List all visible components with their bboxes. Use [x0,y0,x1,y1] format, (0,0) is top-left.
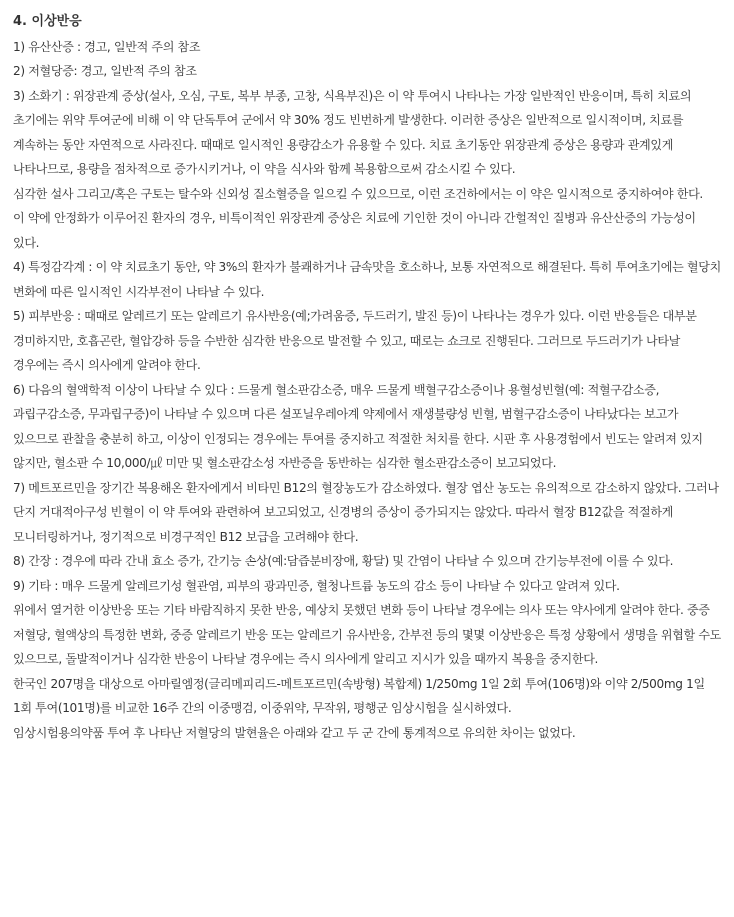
section-title: 4. 이상반응 [13,14,82,29]
paragraph-hypoglycemia: 2) 저혈당증: 경고, 일반적 주의 참조 [13,64,197,78]
paragraph-report-to-doctor: 위에서 열거한 이상반응 또는 기타 바람직하지 못한 반응, 예상치 못했던 변화 등이 나타날 경우에는 의사 또는 약사에게 알려야 한다. 중증 저혈당, 혈액상의 특정한 변화, 중증 알레르기 반응 또는 알레르기 유사반응, 간부전 등의 몇몇 이상반응은 특정 상황에서 생명을 위협할 수도 있으므로, 돌발적이거나 심각한 반응이 나타날 경우에는 즉시 의사에게 알리고 지시가 있을 때까지 복용을 중지한다. [13,603,722,666]
paragraph-severe-diarrhea: 심각한 설사 그리고/혹은 구토는 탈수와 신외성 질소혈증을 일으킬 수 있으므로, 이런 조건하에서는 이 약은 일시적으로 중지하여야 한다. [13,186,703,201]
paragraph-special-senses: 4) 특정감각계 : 이 약 치료초기 동안, 약 3%의 환자가 불쾌하거나 금속맛을 호소하나, 보통 자연적으로 해결된다. 특히 투여초기에는 혈당치 변화에 따른 일시적인 시각부전이 나타날 수 있다. [13,260,721,299]
paragraph-hematologic: 6) 다음의 혈액학적 이상이 나타날 수 있다 : 드물게 혈소판감소증, 매우 드물게 백혈구감소증이나 용혈성빈혈(예: 적혈구감소증, 과립구감소증, 무과립구증)이 나타날 수 있으며 다른 설포닐우레아계 약제에서 재생불량성 빈혈, 범혈구감소증이 나타났다는 보고가 있으므로 관찰을 충분히 하고, 이상이 인정되는 경우에는 투여를 중지하고 적절한 처치를 한다. 시판 후 사용경험에서 빈도는 알려져 있지 않지만, 혈소판 수 10,000/㎕ 미만 및 혈소판감소성 자반증을 동반하는 심각한 혈소판감소증이 보고되었다. [13,382,703,470]
paragraph-hypoglycemia-incidence: 임상시험용의약품 투여 후 나타난 저혈당의 발현율은 아래와 같고 두 군 간에 통계적으로 유의한 차이는 없었다. [13,725,576,740]
paragraph-lactic-acidosis: 1) 유산산증 : 경고, 일반적 주의 참조 [13,39,201,54]
paragraph-vitamin-b12: 7) 메트포르민을 장기간 복용해온 환자에게서 비타민 B12의 혈장농도가 감소하였다. 혈장 엽산 농도는 유의적으로 감소하지 않았다. 그러나 단지 거대적아구성 빈혈이 이 약 투여와 관련하여 보고되었고, 신경병의 증상이 증가되지는 않았다. 따라서 혈장 B12값을 적절하게 모니터링하거나, 정기적으로 비경구적인 B12 보급을 고려해야 한다. [13,480,719,544]
paragraph-clinical-trial: 한국인 207명을 대상으로 아마릴엠정(글리메피리드-메트포르민(속방형) 복합제) 1/250mg 1일 2회 투여(106명)와 이약 2/500mg 1일 1회 투여(101명)를 비교한 16주 간의 이중맹검, 이중위약, 무작위, 평행군 임상시험을 실시하였다. [13,676,705,715]
paragraph-gastrointestinal: 3) 소화기 : 위장관계 증상(설사, 오심, 구토, 복부 부종, 고창, 식욕부진)은 이 약 투여시 나타나는 가장 일반적인 반응이며, 특히 치료의 초기에는 위약 투여군에 비해 이 약 단독투여 군에서 약 30% 정도 빈번하게 발생한다. 이러한 증상은 일반적으로 일시적이며, 치료를 계속하는 동안 자연적으로 사라진다. 때때로 일시적인 용량감소가 유용할 수 있다. 치료 초기동안 위장관계 증상은 용량과 관계있게 나타나므로, 용량을 점차적으로 증가시키거나, 이 약을 식사와 함께 복용함으로써 감소시킬 수 있다. [13,88,692,176]
paragraph-liver: 8) 간장 : 경우에 따라 간내 효소 증가, 간기능 손상(예:담즙분비장애, 황달) 및 간염이 나타날 수 있으며 간기능부전에 이를 수 있다. [13,554,674,568]
paragraph-other: 9) 기타 : 매우 드물게 알레르기성 혈관염, 피부의 광과민증, 혈청나트륨 농도의 감소 등이 나타날 수 있다고 알려져 있다. [13,578,620,593]
paragraph-skin-reactions: 5) 피부반응 : 때때로 알레르기 또는 알레르기 유사반응(예;가려움증, 두드러기, 발진 등)이 나타나는 경우가 있다. 이런 반응들은 대부분 경미하지만, 호흡곤란, 혈압강하 등을 수반한 심각한 반응으로 발전할 수 있고, 때로는 쇼크로 진행된다. 그러므로 두드러기가 나타날 경우에는 즉시 의사에게 알려야 한다. [13,309,697,372]
paragraph-stabilized-patients: 이 약에 안정화가 이루어진 환자의 경우, 비특이적인 위장관계 증상은 치료에 기인한 것이 아니라 간헐적인 질병과 유산산증의 가능성이 있다. [13,211,696,250]
